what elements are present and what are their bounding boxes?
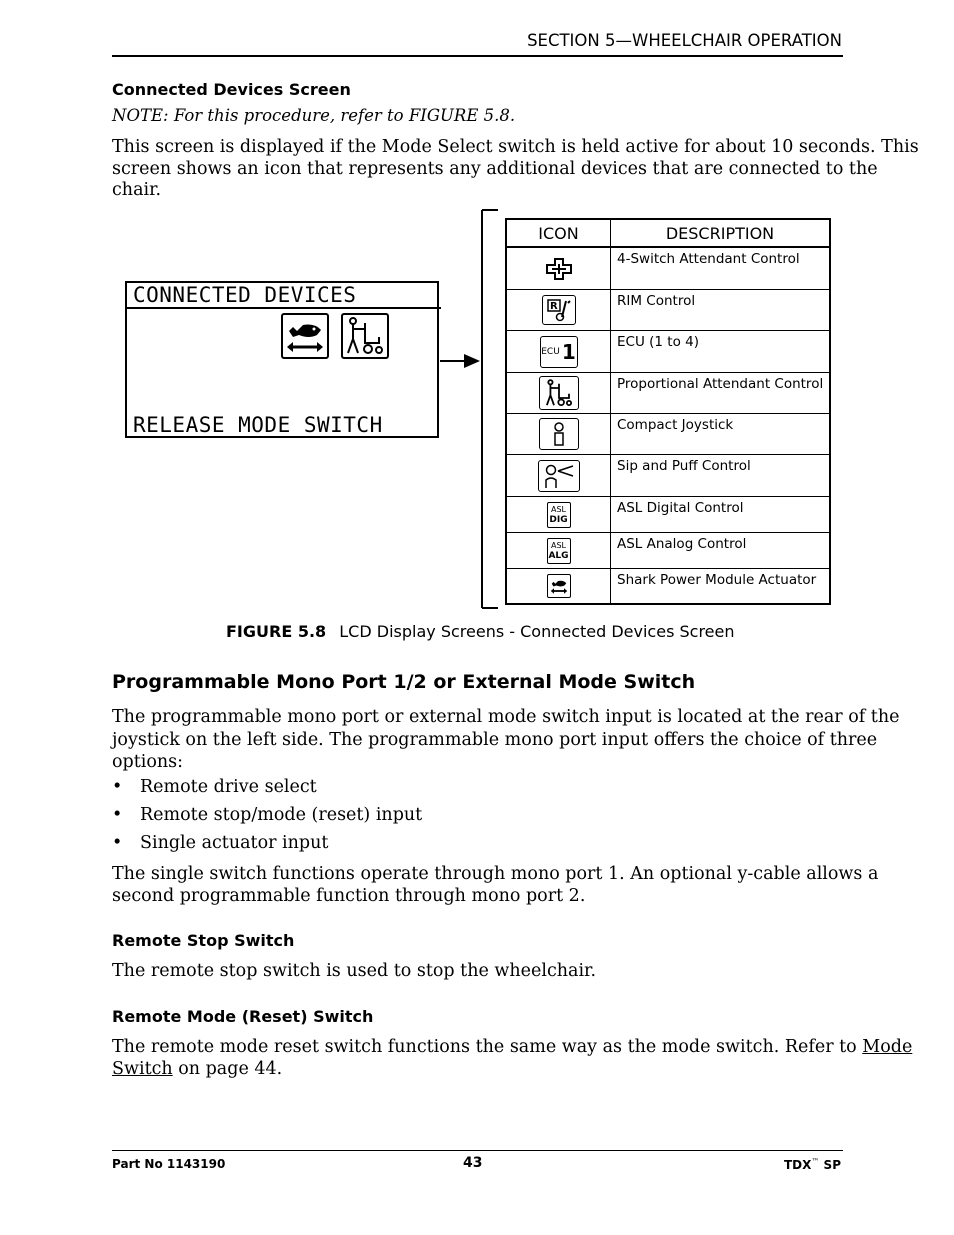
asl-analog-icon-bottom: ALG	[548, 550, 569, 561]
table-row	[507, 248, 829, 290]
connected-devices-table	[505, 218, 831, 605]
description-cell: ASL Digital Control	[617, 500, 744, 516]
table-header	[507, 220, 829, 248]
compact-joystick-icon	[539, 418, 579, 450]
asl-digital-icon	[547, 502, 571, 528]
asl-digital-icon-top: ASL	[550, 504, 566, 514]
icon-cell	[507, 290, 611, 330]
description-cell: Proportional Attendant Control	[617, 376, 824, 392]
description-cell: Shark Power Module Actuator	[617, 572, 817, 588]
remote-mode-paragraph	[112, 1037, 913, 1080]
paragraph-line: second programmable function through mono port 2.	[112, 885, 586, 906]
product-name	[784, 1157, 841, 1172]
ecu-icon	[540, 336, 578, 368]
table-row	[507, 569, 829, 603]
figure-connector	[438, 208, 506, 610]
ecu-icon-number: 1	[561, 339, 576, 364]
paragraph-line	[112, 1037, 913, 1059]
list-item-text: Single actuator input	[140, 833, 329, 853]
asl-analog-icon	[547, 538, 571, 564]
proportional-attendant-icon	[539, 376, 579, 410]
icon-column-header: ICON	[507, 220, 611, 246]
icon-cell	[507, 373, 611, 413]
table-row	[507, 373, 829, 414]
sip-puff-icon	[538, 460, 580, 492]
paragraph-line	[112, 1059, 852, 1081]
description-cell: 4-Switch Attendant Control	[617, 251, 800, 267]
four-switch-icon	[546, 258, 572, 280]
header-rule	[112, 55, 843, 57]
part-number: Part No 1143190	[112, 1157, 226, 1171]
paragraph-line: joystick on the left side. The programmable mono port input offers the choice of three	[112, 729, 878, 750]
rim-control-icon	[542, 295, 576, 325]
icon-cell	[507, 533, 611, 568]
figure-label: FIGURE 5.8	[226, 622, 327, 641]
lcd-title: CONNECTED DEVICES	[133, 283, 357, 307]
svg-text:R: R	[549, 301, 558, 312]
list-item-text: Remote drive select	[140, 777, 317, 797]
connected-devices-heading: Connected Devices Screen	[112, 80, 351, 99]
lcd-screen	[125, 281, 439, 438]
list-item: • Single actuator input	[112, 833, 422, 861]
paragraph-line: chair.	[112, 180, 162, 200]
footer-rule	[112, 1150, 843, 1151]
list-item: • Remote drive select	[112, 777, 422, 805]
product-brand: TDX	[783, 1158, 812, 1172]
remote-stop-heading: Remote Stop Switch	[112, 931, 295, 950]
table-row	[507, 533, 829, 569]
mode-switch-link[interactable]: Mode	[862, 1037, 913, 1057]
icon-cell	[507, 569, 611, 603]
remote-mode-text: The remote mode reset switch functions the same way as the mode switch. Refer to	[112, 1037, 863, 1057]
proportional-attendant-icon	[341, 313, 389, 359]
list-item: • Remote stop/mode (reset) input	[112, 805, 422, 833]
asl-digital-icon-bottom: DIG	[549, 514, 568, 525]
remote-mode-heading: Remote Mode (Reset) Switch	[112, 1007, 374, 1026]
remote-stop-text: The remote stop switch is used to stop the wheelchair.	[112, 961, 597, 981]
table-row	[507, 290, 829, 331]
icon-cell	[507, 497, 611, 532]
table-row	[507, 455, 829, 497]
options-list	[112, 777, 422, 861]
icon-cell	[507, 248, 611, 289]
shark-actuator-icon	[547, 574, 571, 598]
paragraph-line: This screen is displayed if the Mode Select switch is held active for about 10 seconds. This	[112, 137, 919, 157]
icon-cell	[507, 455, 611, 496]
ecu-icon-label: ECU	[541, 346, 560, 357]
asl-analog-icon-top: ASL	[550, 540, 566, 550]
page-number: 43	[463, 1155, 483, 1171]
icon-cell	[507, 331, 611, 372]
description-cell: Compact Joystick	[617, 417, 734, 433]
description-column-header: DESCRIPTION	[665, 223, 775, 243]
paragraph-line: options:	[112, 752, 184, 772]
description-cell: RIM Control	[617, 293, 696, 309]
shark-actuator-icon	[281, 313, 329, 359]
description-cell: Sip and Puff Control	[617, 458, 751, 474]
trademark-mark: ™	[811, 1157, 820, 1166]
figure-caption-text: LCD Display Screens - Connected Devices Screen	[339, 622, 735, 641]
description-cell: ECU (1 to 4)	[617, 334, 699, 350]
table-row	[507, 497, 829, 533]
figure-caption	[226, 622, 735, 641]
procedure-note: NOTE: For this procedure, refer to FIGURE 5.8.	[112, 106, 516, 125]
mono-port-paragraph	[112, 706, 900, 774]
paragraph-line: The single switch functions operate through mono port 1. An optional y-cable allows a	[112, 864, 879, 884]
lcd-divider	[127, 307, 441, 309]
paragraph-line: screen shows an icon that represents any additional devices that are connected to the	[112, 158, 878, 179]
table-row	[507, 414, 829, 455]
table-row	[507, 331, 829, 373]
lcd-release-text: RELEASE MODE SWITCH	[133, 413, 383, 437]
mono-port-heading: Programmable Mono Port 1/2 or External Mode Switch	[112, 671, 696, 693]
mono-port-paragraph-2	[112, 864, 879, 907]
list-item-text: Remote stop/mode (reset) input	[140, 805, 423, 825]
section-header: SECTION 5—WHEELCHAIR OPERATION	[527, 31, 842, 50]
remote-mode-text-end: on page 44.	[172, 1058, 283, 1079]
paragraph-line: The programmable mono port or external mode switch input is located at the rear of the	[112, 707, 900, 727]
icon-cell	[507, 414, 611, 454]
mode-switch-link-continued[interactable]: Switch	[112, 1058, 173, 1079]
connected-devices-paragraph	[112, 137, 919, 202]
description-cell: ASL Analog Control	[617, 536, 747, 552]
product-suffix: SP	[819, 1158, 841, 1172]
